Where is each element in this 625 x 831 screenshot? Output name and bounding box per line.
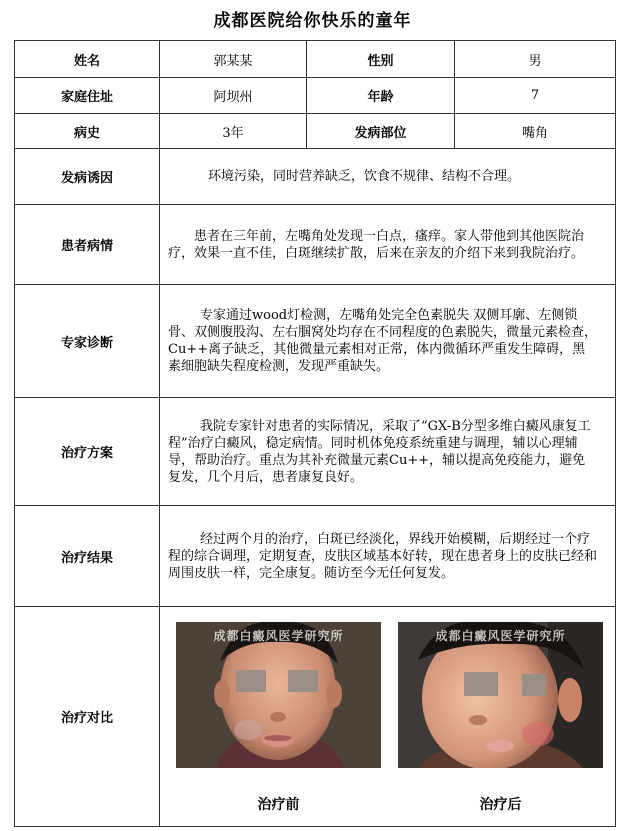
plan-label: 治疗方案 xyxy=(15,398,160,506)
after-photo xyxy=(398,622,603,768)
age-value: 7 xyxy=(455,78,616,114)
name-value: 郭某某 xyxy=(160,41,307,78)
address-label: 家庭住址 xyxy=(15,78,160,114)
gender-label: 性别 xyxy=(307,41,455,78)
age-label: 年龄 xyxy=(307,78,455,114)
table-row xyxy=(15,205,616,285)
table-row xyxy=(15,78,616,114)
watermark: 成都白癜风医学研究所 xyxy=(213,629,344,643)
cause-label: 发病诱因 xyxy=(15,149,160,205)
after-caption: 治疗后 xyxy=(479,797,522,813)
table-row xyxy=(15,285,616,398)
condition-text: 患者在三年前，左嘴角处发现一白点，瘙痒。家人带他到其他医院治疗，效果一直不佳，白斑继续扩散，后来在亲友的介绍下来到我院治疗。 xyxy=(160,205,616,285)
table-row xyxy=(15,114,616,149)
table-row xyxy=(15,506,616,607)
table-row xyxy=(15,41,616,78)
condition-label: 患者病情 xyxy=(15,205,160,285)
cause-text: 环境污染，同时营养缺乏，饮食不规律、结构不合理。 xyxy=(160,149,616,205)
gender-value: 男 xyxy=(455,41,616,78)
site-value: 嘴角 xyxy=(455,114,616,149)
result-text: 经过两个月的治疗，白斑已经淡化，界线开始模糊，后期经过一个疗程的综合调理，定期复查，皮肤区域基本好转，现在患者身上的皮肤已经和周围皮肤一样，完全康复。随访至今无任何复发。 xyxy=(160,506,616,607)
history-value: 3年 xyxy=(160,114,307,149)
compare-label: 治疗对比 xyxy=(15,607,160,827)
photo-comparison xyxy=(160,607,615,826)
history-label: 病史 xyxy=(15,114,160,149)
site-label: 发病部位 xyxy=(307,114,455,149)
address-value: 阿坝州 xyxy=(160,78,307,114)
result-label: 治疗结果 xyxy=(15,506,160,607)
plan-text: 我院专家针对患者的实际情况，采取了“GX-B分型多维白癜风康复工程”治疗白癜风，稳定病情。同时机体免疫系统重建与调理，辅以心理辅导，帮助治疗。重点为其补充微量元素Cu++，辅以提高免疫能力，避免复发，几个月后，患者康复良好。 xyxy=(160,398,616,506)
name-label: 姓名 xyxy=(15,41,160,78)
page-title: 成都医院给你快乐的童年 xyxy=(213,11,412,31)
before-caption: 治疗前 xyxy=(257,797,300,813)
diagnosis-text: 专家通过wood灯检测，左嘴角处完全色素脱失 双侧耳廓、左侧锁骨、双侧腹股沟、左右腘窝处均存在不同程度的色素脱失，微量元素检查，Cu++离子缺乏，其他微量元素相对正常，体内微循环严重发生障碍，黑素细胞缺失程度检测，发现严重缺失。 xyxy=(160,285,616,398)
watermark: 成都白癜风医学研究所 xyxy=(435,629,566,643)
table-row xyxy=(15,149,616,205)
diagnosis-label: 专家诊断 xyxy=(15,285,160,398)
table-row xyxy=(15,398,616,506)
table-row xyxy=(15,607,616,827)
compare-cell xyxy=(160,607,616,827)
case-table xyxy=(14,40,616,827)
before-photo xyxy=(176,622,381,768)
